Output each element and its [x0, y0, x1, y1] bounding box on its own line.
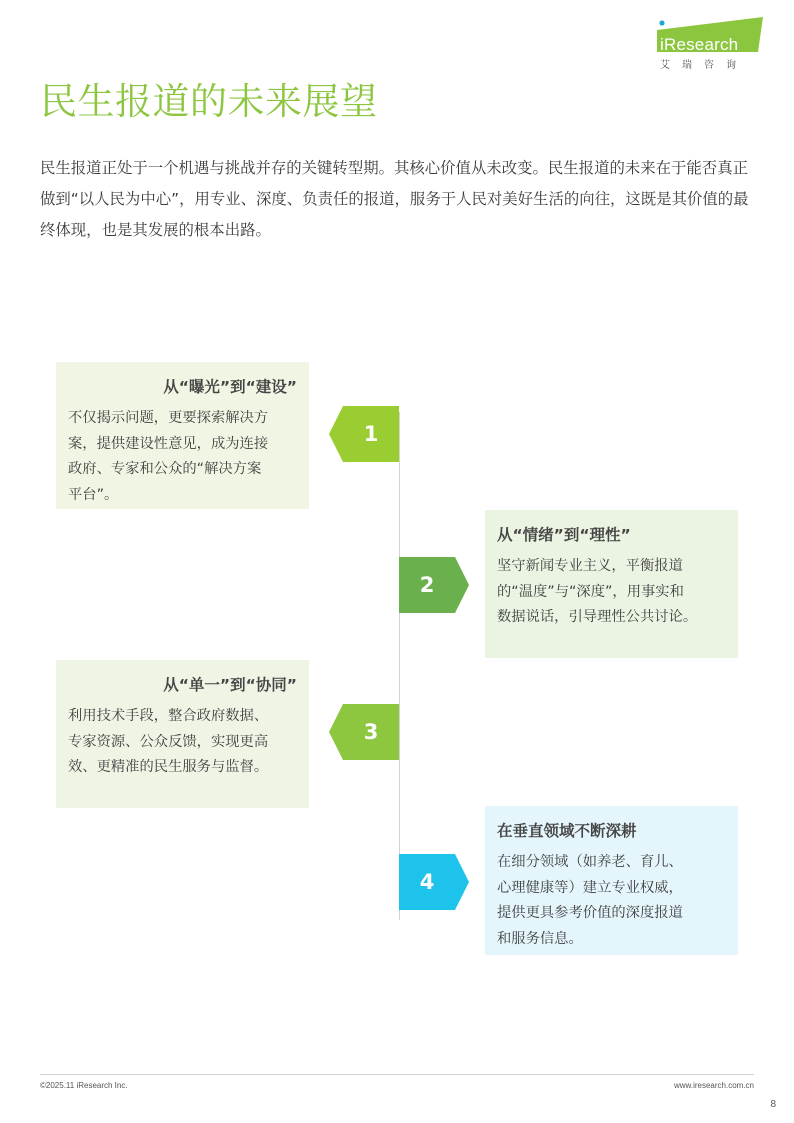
card-title: 从“曝光”到“建设” [163, 378, 297, 396]
step-number: 1 [363, 422, 379, 446]
footer-divider [40, 1074, 754, 1075]
card-body: 利用技术手段，整合政府数据、 专家资源、公众反馈，实现更高 效、更精准的民生服务与监督。 [68, 708, 269, 775]
step-marker-1 [329, 406, 399, 462]
outlook-card-2 [485, 510, 738, 658]
card-body: 坚守新闻专业主义，平衡报道 的“温度”与“深度”，用事实和 数据说话，引导理性公共讨论。 [497, 558, 698, 625]
card-title: 在垂直领域不断深耕 [497, 822, 637, 840]
step-marker-4 [399, 854, 469, 910]
logo-wordmark: iResearch [660, 35, 739, 54]
outlook-card-3 [56, 660, 309, 808]
timeline-line [399, 412, 400, 920]
footer-website: www.iresearch.com.cn [673, 1081, 754, 1090]
intro-paragraph: 民生报道正处于一个机遇与挑战并存的关键转型期。其核心价值从未改变。民生报道的未来在于能否真正做到“以人民为中心”，用专业、深度、负责任的报道，服务于人民对美好生活的向往，这既是其价值的最终体现，也是其发展的根本出路。 [40, 159, 749, 239]
step-number: 4 [419, 870, 435, 894]
logo-subtitle: 艾瑞咨询 [660, 60, 748, 71]
card-title: 从“情绪”到“理性” [497, 526, 631, 544]
step-number: 2 [419, 573, 435, 597]
card-body: 在细分领域（如养老、育儿、 心理健康等）建立专业权威， 提供更具参考价值的深度报道 和服务信息。 [497, 854, 683, 947]
footer-copyright: ©2025.11 iResearch Inc. [40, 1081, 128, 1090]
iresearch-logo [655, 16, 765, 72]
step-marker-2 [399, 557, 469, 613]
card-title: 从“单一”到“协同” [163, 676, 297, 694]
step-number: 3 [363, 720, 379, 744]
card-body: 不仅揭示问题，更要探索解决方 案，提供建设性意见，成为连接 政府、专家和公众的“解决方案 平台”。 [68, 410, 269, 503]
page-number: 8 [770, 1099, 776, 1110]
outlook-card-1 [56, 362, 309, 509]
page-title: 民生报道的未来展望 [40, 80, 378, 123]
outlook-card-4 [485, 806, 738, 955]
step-marker-3 [329, 704, 399, 760]
